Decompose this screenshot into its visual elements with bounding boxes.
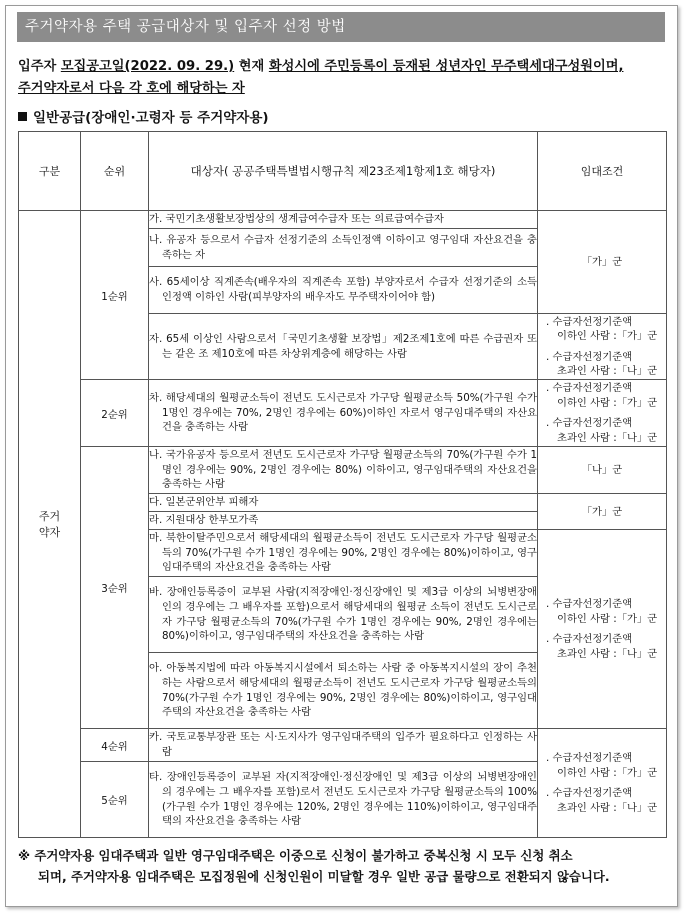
rank-2-cell: 2순위: [81, 380, 149, 447]
row-ra: 라. 지원대상 한부모가족: [149, 512, 538, 530]
row-ja: 자. 65세 이상인 사람으로서「국민기초생활 보장법」제2조제1호에 따른 수급권자 또는 같은 조 제10호에 따른 차상위계층에 해당하는 사람: [149, 314, 538, 380]
square-bullet-icon: [18, 112, 27, 121]
section-heading: [18, 106, 269, 126]
table-header-row: [19, 132, 667, 211]
group-cell: [19, 211, 81, 838]
table-row: [19, 447, 667, 494]
condition-rank-4-5: . 수급자선정기준액 이하인 사람 :「가」군 . 수급자선정기준액 초과인 사람 :「나」군: [538, 729, 667, 838]
condition-ja: . 수급자선정기준액 이하인 사람 :「가」군 . 수급자선정기준액 초과인 사람 :「나」군: [538, 314, 667, 380]
row-na-1: 나. 유공자 등으로서 수급자 선정기준의 소득인정액 이하이고 영구임대 자산요건을 충족하는 자: [149, 229, 538, 267]
row-na-3: 나. 국가유공자 등으로서 전년도 도시근로자 가구당 월평균소득의 70%(가구원 수가 1명인 경우에는 90%, 2명인 경우에는 80%) 이하이고, 영구임대주택의 자산요건을 충족하는 사람: [149, 447, 538, 494]
intro-residency: 화성시에 주민등록이 등재된 성년자인 무주택세대구성원이며,: [268, 59, 624, 74]
row-ga: 가. 국민기초생활보장법상의 생계급여수급자 또는 의료급여수급자: [149, 211, 538, 229]
condition-na-group: 「나」군: [538, 447, 667, 494]
intro-text-2: 현재: [234, 59, 269, 74]
row-ba: 바. 장애인등록증이 교부된 사람(지적장애인·정신장애인 및 제3급 이상의 뇌병변장애인의 경우에는 그 배우자를 포함)으로서 해당세대의 월평균 소득이 전년도 도시근로자 가구당 월평균소득의 70%(가구원 수가 1명인 경우에는 90%, 2명인 경우에는 80%)이하이고, 영구임대주택의 자산요건을 충족하는 사람: [149, 577, 538, 653]
eligibility-table: [18, 131, 667, 838]
intro-text-1: 입주자: [18, 59, 61, 74]
table-row: [19, 729, 667, 762]
footer-line-2: 되며, 주거약자용 임대주택은 모집정원에 신청인원이 미달할 경우 일반 공급 물량으로 전환되지 않습니다.: [38, 869, 610, 884]
rank-4-cell: 4순위: [81, 729, 149, 762]
page-title: 주거약자용 주택 공급대상자 및 입주자 선정 방법: [17, 12, 665, 42]
row-a: 아. 아동복지법에 따라 아동복지시설에서 퇴소하는 사람 중 아동복지시설의 장이 추천하는 사람으로서 해당세대의 월평균소득이 전년도 도시근로자 가구당 월평균소득의 70%(가구원 수가 1명인 경우에는 90%, 2명인 경우에는 80%)이하이고, 영구임대주택의 자산요건을 충족하는 사람: [149, 653, 538, 729]
condition-ga-group-1: 「가」군: [538, 211, 667, 314]
table-row: [19, 380, 667, 447]
header-rank: 순위: [81, 132, 149, 211]
table-row: [19, 211, 667, 229]
condition-rank-3: . 수급자선정기준액 이하인 사람 :「가」군 . 수급자선정기준액 초과인 사람 :「나」군: [538, 530, 667, 729]
row-da: 다. 일본군위안부 피해자: [149, 494, 538, 512]
row-ka: 카. 국토교통부장관 또는 시·도지사가 영구임대주택의 입주가 필요하다고 인정하는 사람: [149, 729, 538, 762]
row-ma: 마. 북한이탈주민으로서 해당세대의 월평균소득이 전년도 도시근로자 가구당 월평균소득의 70%(가구원 수가 1명인 경우에는 90%, 2명인 경우에는 80%)이하이고, 영구임대주택의 자산요건을 충족하는 사람: [149, 530, 538, 577]
rank-1-cell: 1순위: [81, 211, 149, 380]
header-gubun: 구분: [19, 132, 81, 211]
rank-5-cell: 5순위: [81, 762, 149, 838]
intro-paragraph: [18, 56, 668, 100]
footer-line-1: ※ 주거약자용 임대주택과 일반 영구임대주택은 이중으로 신청이 불가하고 중복신청 시 모두 신청 취소: [18, 848, 573, 863]
condition-cha: . 수급자선정기준액 이하인 사람 :「가」군 . 수급자선정기준액 초과인 사람 :「나」군: [538, 380, 667, 447]
condition-ga-group-2: 「가」군: [538, 494, 667, 530]
footer-note: [18, 845, 668, 887]
header-condition: 임대조건: [538, 132, 667, 211]
row-ta: 타. 장애인등록증이 교부된 자(지적장애인·정신장애인 및 제3급 이상의 뇌병변장애인의 경우에는 그 배우자를 포함)로서 전년도 도시근로자 가구당 월평균소득의 100%(가구원 수가 1명인 경우에는 120%, 2명인 경우에는 110%)이하이고, 영구임대주택의 자산요건을 충족하는 사람: [149, 762, 538, 838]
group-label: 주거 약자: [38, 510, 61, 539]
row-sa: 사. 65세이상 직계존속(배우자의 직계존속 포함) 부양자로서 수급자 선정기준의 소득인정액 이하인 사람(피부양자의 배우자도 무주택자이어야 함): [149, 267, 538, 314]
section-title: 일반공급(장애인·고령자 등 주거약자용): [33, 110, 269, 126]
rank-3-cell: 3순위: [81, 447, 149, 729]
header-target: 대상자( 공공주택특별법시행규칙 제23조제1항제1호 해당자): [149, 132, 538, 211]
intro-date: 모집공고일(2022. 09. 29.): [60, 59, 235, 74]
intro-line-2: 주거약자로서 다음 각 호에 해당하는 자: [18, 81, 245, 96]
row-cha: 차. 해당세대의 월평균소득이 전년도 도시근로자 가구당 월평균소득 50%(가구원 수가 1명인 경우에는 70%, 2명인 경우에는 60%)이하인 자로서 영구임대주택의 자산요건을 충족하는 사람: [149, 380, 538, 447]
